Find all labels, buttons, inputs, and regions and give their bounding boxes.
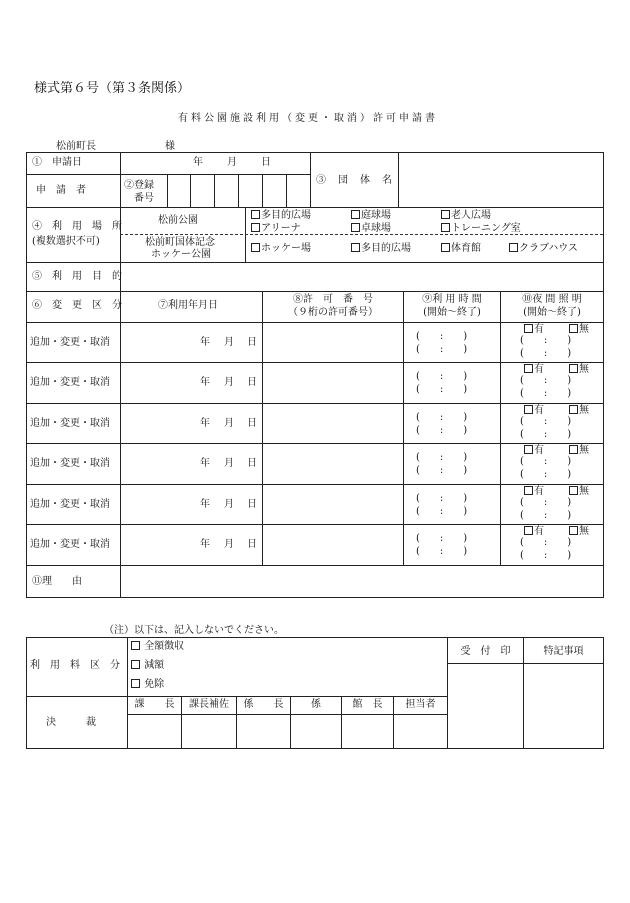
use-time-start[interactable]: ( : ) [416, 371, 468, 382]
honorific: 様 [165, 141, 175, 152]
form-number: 様式第６号（第３条関係） [34, 81, 191, 96]
light-yes-checkbox[interactable]: 有 [524, 324, 544, 335]
light-time-end[interactable]: ( : ) [520, 388, 572, 399]
use-time-note: (開始～終了) [423, 307, 481, 318]
document-title: 有料公園施設利用（変更・取消）許可申請書 [178, 113, 438, 124]
group-name-input[interactable] [399, 153, 602, 206]
light-time-start[interactable]: ( : ) [520, 456, 572, 467]
light-yes-checkbox[interactable]: 有 [524, 445, 544, 456]
use-time-start[interactable]: ( : ) [416, 493, 468, 504]
facility-checkbox[interactable]: アリーナ [251, 223, 301, 234]
light-yes-checkbox[interactable]: 有 [524, 405, 544, 416]
fee-category-label: 利 用 料 区 分 [30, 660, 120, 671]
park2-name-1: 松前町国体記念 [145, 237, 215, 248]
use-time-end[interactable]: ( : ) [416, 546, 468, 557]
use-date-year: 年 [200, 337, 210, 348]
use-date-year: 年 [200, 418, 210, 429]
reception-stamp-label: 受 付 印 [460, 646, 511, 657]
approver-staff: 係 [311, 699, 321, 710]
permit-no-header: ⑧許 可 番 号 [293, 294, 373, 305]
reason-label: ⑪理 由 [32, 576, 82, 587]
use-date-day: 日 [247, 499, 257, 510]
date-label: ① 申請日 [32, 157, 82, 168]
use-date-month: 月 [224, 539, 234, 550]
registration-number-input[interactable] [168, 175, 309, 206]
date-year-label: 年 [193, 157, 203, 168]
approver-person-in-charge: 担当者 [405, 699, 436, 710]
change-type-cell[interactable]: 追加・変更・取消 [30, 458, 110, 469]
change-type-cell[interactable]: 追加・変更・取消 [30, 377, 110, 388]
light-no-checkbox[interactable]: 無 [569, 405, 589, 416]
facility-checkbox[interactable]: クラブハウス [509, 243, 578, 254]
use-date-year: 年 [200, 458, 210, 469]
use-time-end[interactable]: ( : ) [416, 465, 468, 476]
permit-number-input[interactable] [263, 323, 402, 361]
use-time-end[interactable]: ( : ) [416, 506, 468, 517]
use-time-start[interactable]: ( : ) [416, 331, 468, 342]
use-date-day: 日 [247, 377, 257, 388]
remarks-label: 特記事項 [543, 646, 584, 657]
approver-deputy-chief: 課長補佐 [189, 699, 229, 710]
facility-checkbox[interactable]: 多目的広場 [251, 210, 311, 221]
facility-checkbox[interactable]: 体育館 [441, 243, 481, 254]
light-time-start[interactable]: ( : ) [520, 335, 572, 346]
applicant-label: 申 請 者 [36, 185, 86, 196]
use-time-end[interactable]: ( : ) [416, 425, 468, 436]
night-light-note: (開始～終了) [523, 307, 581, 318]
office-use-note: （注）以下は、記入しないでください。 [104, 625, 284, 636]
use-date-day: 日 [247, 337, 257, 348]
place-note: (複数選択不可) [32, 236, 100, 247]
purpose-input[interactable] [121, 263, 602, 290]
light-no-checkbox[interactable]: 無 [569, 486, 589, 497]
use-date-month: 月 [224, 499, 234, 510]
facility-checkbox[interactable]: 卓球場 [351, 223, 391, 234]
permit-number-input[interactable] [263, 525, 402, 563]
light-time-start[interactable]: ( : ) [520, 375, 572, 386]
light-no-checkbox[interactable]: 無 [569, 526, 589, 537]
date-month-label: 月 [227, 157, 237, 168]
light-yes-checkbox[interactable]: 有 [524, 486, 544, 497]
light-time-end[interactable]: ( : ) [520, 469, 572, 480]
change-type-cell[interactable]: 追加・変更・取消 [30, 499, 110, 510]
light-yes-checkbox[interactable]: 有 [524, 364, 544, 375]
fee-option-reduced: 減額 [131, 660, 164, 671]
reason-input[interactable] [121, 566, 602, 596]
park2-name-2: ホッケー公園 [151, 249, 211, 260]
facility-checkbox[interactable]: 庭球場 [351, 210, 391, 221]
addressee: 松前町長 [56, 141, 96, 152]
use-date-day: 日 [247, 539, 257, 550]
registration-label-2: 番号 [134, 193, 154, 204]
light-no-checkbox[interactable]: 無 [569, 445, 589, 456]
change-type-header: ⑥ 変 更 区 分 [32, 300, 122, 311]
light-yes-checkbox[interactable]: 有 [524, 526, 544, 537]
use-date-day: 日 [247, 458, 257, 469]
light-time-end[interactable]: ( : ) [520, 550, 572, 561]
permit-number-input[interactable] [263, 363, 402, 401]
use-time-start[interactable]: ( : ) [416, 452, 468, 463]
place-label: ④ 利 用 場 所 [32, 221, 122, 232]
registration-label: ②登録 [124, 180, 154, 191]
use-date-month: 月 [224, 377, 234, 388]
use-date-year: 年 [200, 539, 210, 550]
change-type-cell[interactable]: 追加・変更・取消 [30, 337, 110, 348]
use-date-month: 月 [224, 337, 234, 348]
fee-option-exempt: 免除 [131, 679, 164, 690]
change-type-cell[interactable]: 追加・変更・取消 [30, 539, 110, 550]
light-time-end[interactable]: ( : ) [520, 429, 572, 440]
light-time-end[interactable]: ( : ) [520, 348, 572, 359]
approver-section-chief: 課 長 [134, 699, 175, 710]
light-time-start[interactable]: ( : ) [520, 537, 572, 548]
use-date-month: 月 [224, 458, 234, 469]
approver-unit-chief: 係 長 [243, 699, 284, 710]
permit-number-input[interactable] [263, 444, 402, 482]
use-date-day: 日 [247, 418, 257, 429]
light-no-checkbox[interactable]: 無 [569, 364, 589, 375]
night-light-header: ⑩夜 間 照 明 [522, 294, 582, 305]
light-no-checkbox[interactable]: 無 [569, 324, 589, 335]
light-time-start[interactable]: ( : ) [520, 416, 572, 427]
permit-number-input[interactable] [263, 404, 402, 442]
date-input[interactable] [121, 153, 309, 173]
approver-hall-director: 館 長 [352, 699, 383, 710]
use-date-year: 年 [200, 499, 210, 510]
facility-checkbox[interactable]: 多目的広場 [351, 243, 411, 254]
facility-checkbox[interactable]: ホッケー場 [251, 243, 311, 254]
use-time-end[interactable]: ( : ) [416, 384, 468, 395]
use-date-month: 月 [224, 418, 234, 429]
purpose-label: ⑤ 利 用 目 的 [32, 271, 122, 282]
use-time-end[interactable]: ( : ) [416, 344, 468, 355]
facility-checkbox[interactable]: 老人広場 [441, 210, 491, 221]
park1-name: 松前公園 [158, 215, 198, 226]
use-time-header: ⑨利 用 時 間 [422, 294, 482, 305]
use-time-start[interactable]: ( : ) [416, 412, 468, 423]
light-time-start[interactable]: ( : ) [520, 497, 572, 508]
use-time-start[interactable]: ( : ) [416, 533, 468, 544]
group-name-label: ③ 団 体 名 [316, 175, 393, 186]
light-time-end[interactable]: ( : ) [520, 510, 572, 521]
facility-checkbox[interactable]: トレーニング室 [441, 223, 521, 234]
date-day-label: 日 [261, 157, 271, 168]
use-date-header: ⑦利用年月日 [158, 300, 218, 311]
permit-no-note: （９桁の許可番号） [288, 307, 378, 318]
permit-number-input[interactable] [263, 485, 402, 523]
change-type-cell[interactable]: 追加・変更・取消 [30, 418, 110, 429]
use-date-year: 年 [200, 377, 210, 388]
approval-label: 決 裁 [46, 717, 96, 728]
fee-option-full: 全額徴収 [131, 641, 184, 652]
